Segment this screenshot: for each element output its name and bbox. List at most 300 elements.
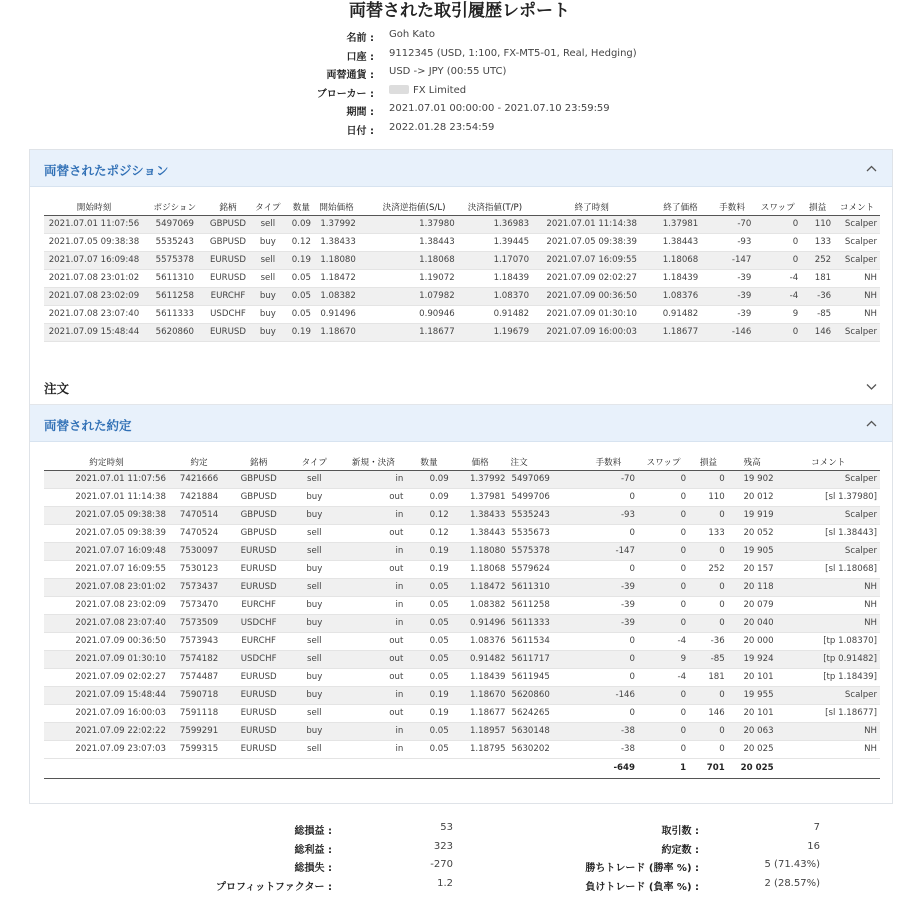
table-cell: 0 xyxy=(638,704,689,722)
table-row xyxy=(44,506,880,524)
table-cell: 2021.07.01 11:07:56 xyxy=(44,215,144,233)
table-cell: buy xyxy=(288,722,340,740)
table-cell: 1.37992 xyxy=(317,215,370,233)
info-row xyxy=(0,64,919,83)
table-cell: 2021.07.09 02:02:27 xyxy=(44,668,169,686)
table-row xyxy=(44,740,880,758)
table-cell: 0.09 xyxy=(406,470,451,488)
summary-label: 総利益 : xyxy=(294,844,332,856)
table-cell: sell xyxy=(288,542,340,560)
info-row xyxy=(0,101,919,120)
info-value: 2022.01.28 23:54:59 xyxy=(389,121,495,133)
table-row xyxy=(44,542,880,560)
table-cell: out xyxy=(340,488,406,506)
table-cell: 7591118 xyxy=(169,704,229,722)
table-cell: 110 xyxy=(801,215,834,233)
table-cell: 5611717 xyxy=(509,650,579,668)
summary-label: プロフィットファクター : xyxy=(216,881,332,893)
chevron-up-icon[interactable] xyxy=(865,162,878,175)
column-header: 銘柄 xyxy=(229,454,288,470)
table-cell: NH xyxy=(834,269,880,287)
table-cell: GBPUSD xyxy=(229,506,288,524)
deals-table xyxy=(44,454,880,779)
summary-label: 負けトレード (負率 %) : xyxy=(585,881,699,893)
positions-section-header[interactable] xyxy=(30,150,892,187)
table-cell: 20 157 xyxy=(728,560,777,578)
table-row xyxy=(44,632,880,650)
table-cell: 7470524 xyxy=(169,524,229,542)
table-cell: 0.05 xyxy=(285,287,317,305)
table-cell: buy xyxy=(288,614,340,632)
table-row xyxy=(44,614,880,632)
table-cell: 1.39445 xyxy=(458,233,532,251)
table-cell: -38 xyxy=(579,740,638,758)
table-cell: Scalper xyxy=(777,506,880,524)
table-cell: 0 xyxy=(638,722,689,740)
table-cell: 19 955 xyxy=(728,686,777,704)
table-cell: 5575378 xyxy=(509,542,579,560)
table-cell: 0.05 xyxy=(406,740,451,758)
table-row xyxy=(44,560,880,578)
table-cell: buy xyxy=(288,668,340,686)
table-cell: 133 xyxy=(801,233,834,251)
table-cell: 20 012 xyxy=(728,488,777,506)
info-label: 日付 : xyxy=(346,125,374,137)
table-cell: in xyxy=(340,542,406,560)
table-cell: NH xyxy=(834,305,880,323)
account-info xyxy=(0,27,919,139)
info-row xyxy=(0,83,919,102)
table-cell: 0.19 xyxy=(406,704,451,722)
summary-label: 総損益 : xyxy=(294,826,332,837)
table-cell: 2021.07.07 16:09:48 xyxy=(44,542,169,560)
table-cell: in xyxy=(340,578,406,596)
deals-section-header[interactable] xyxy=(30,405,892,442)
table-cell: 2021.07.09 15:48:44 xyxy=(44,323,144,341)
table-cell: in xyxy=(340,686,406,704)
positions-table xyxy=(44,199,880,342)
table-cell: 1.18068 xyxy=(452,560,509,578)
table-cell: 1.18439 xyxy=(452,668,509,686)
table-cell: 1.38443 xyxy=(452,524,509,542)
column-header: コメント xyxy=(834,199,880,215)
table-cell: out xyxy=(340,704,406,722)
table-cell: 5620860 xyxy=(144,323,206,341)
table-cell: 5611534 xyxy=(509,632,579,650)
info-label: 両替通貨 : xyxy=(326,70,374,82)
table-cell: sell xyxy=(288,578,340,596)
table-cell: EURUSD xyxy=(229,740,288,758)
column-header: 手数料 xyxy=(710,199,755,215)
table-cell: -147 xyxy=(579,542,638,560)
table-cell: sell xyxy=(288,704,340,722)
summary-label: 約定数 : xyxy=(661,844,699,856)
table-cell: EURUSD xyxy=(229,668,288,686)
table-cell: 7573470 xyxy=(169,596,229,614)
column-header: ポジション xyxy=(144,199,206,215)
table-cell: -146 xyxy=(710,323,755,341)
table-cell: -4 xyxy=(754,269,801,287)
table-cell: 0.05 xyxy=(285,269,317,287)
table-cell: 252 xyxy=(801,251,834,269)
table-cell: -85 xyxy=(801,305,834,323)
table-cell: out xyxy=(340,650,406,668)
table-cell: 7573943 xyxy=(169,632,229,650)
table-cell: 5535243 xyxy=(509,506,579,524)
table-cell: 7470514 xyxy=(169,506,229,524)
info-label: 名前 : xyxy=(346,33,374,44)
column-header: タイプ xyxy=(250,199,285,215)
table-cell: -38 xyxy=(579,722,638,740)
table-cell: buy xyxy=(288,560,340,578)
table-cell: 1.38443 xyxy=(651,233,709,251)
table-cell: 0.19 xyxy=(406,542,451,560)
table-cell: [sl 1.18677] xyxy=(777,704,880,722)
table-cell: 7599291 xyxy=(169,722,229,740)
table-cell: buy xyxy=(250,233,285,251)
table-cell: 1.18080 xyxy=(452,542,509,560)
table-cell: 0.05 xyxy=(406,596,451,614)
total-commission: -649 xyxy=(579,758,638,778)
table-cell: 2021.07.01 11:14:38 xyxy=(532,215,651,233)
column-header: タイプ xyxy=(288,454,340,470)
table-row xyxy=(44,470,880,488)
table-cell: NH xyxy=(777,614,880,632)
table-cell: 1.18068 xyxy=(370,251,457,269)
summary-label: 総損失 : xyxy=(294,863,332,875)
column-header: 価格 xyxy=(452,454,509,470)
table-cell: 146 xyxy=(801,323,834,341)
table-cell: 5611258 xyxy=(144,287,206,305)
table-cell: 7599315 xyxy=(169,740,229,758)
table-cell: -147 xyxy=(710,251,755,269)
summary-value: 7 xyxy=(813,822,820,833)
table-cell: Scalper xyxy=(834,323,880,341)
table-cell: 2021.07.08 23:01:02 xyxy=(44,269,144,287)
column-header: 約定時刻 xyxy=(44,454,169,470)
table-cell: out xyxy=(340,668,406,686)
table-row xyxy=(44,668,880,686)
table-cell: in xyxy=(340,470,406,488)
table-cell: -39 xyxy=(579,596,638,614)
orders-section-header[interactable] xyxy=(30,368,892,405)
table-cell: [sl 1.38443] xyxy=(777,524,880,542)
info-value xyxy=(389,85,466,96)
table-cell: 0.09 xyxy=(406,488,451,506)
table-cell: 5611333 xyxy=(509,614,579,632)
total-profit: 701 xyxy=(689,758,728,778)
column-header: 開始価格 xyxy=(317,199,370,215)
table-cell: EURUSD xyxy=(229,542,288,560)
column-header: 注文 xyxy=(509,454,579,470)
info-value: Goh Kato xyxy=(389,29,435,40)
column-header: 残高 xyxy=(728,454,777,470)
table-cell: 0.12 xyxy=(285,233,317,251)
table-cell: 0.05 xyxy=(406,650,451,668)
table-cell: 0 xyxy=(579,632,638,650)
positions-header-row xyxy=(44,199,880,215)
table-cell: 1.17070 xyxy=(458,251,532,269)
table-cell: 0 xyxy=(579,560,638,578)
table-cell: -36 xyxy=(801,287,834,305)
table-cell: in xyxy=(340,722,406,740)
table-cell: 0.91496 xyxy=(317,305,370,323)
table-cell: 0.19 xyxy=(285,323,317,341)
table-cell: 0 xyxy=(754,251,801,269)
table-cell: USDCHF xyxy=(206,305,251,323)
summary-value: 5 (71.43%) xyxy=(764,859,820,871)
table-cell: 252 xyxy=(689,560,728,578)
table-cell: 146 xyxy=(689,704,728,722)
table-row xyxy=(44,215,880,233)
table-cell: 0 xyxy=(689,542,728,560)
table-cell: 0 xyxy=(638,524,689,542)
table-cell: 5611310 xyxy=(509,578,579,596)
table-cell: 0 xyxy=(689,470,728,488)
info-row xyxy=(0,27,919,46)
table-row xyxy=(44,650,880,668)
table-cell: Scalper xyxy=(834,215,880,233)
table-cell: EURUSD xyxy=(206,323,251,341)
table-cell: 7421884 xyxy=(169,488,229,506)
deals-section-title: 両替された約定 xyxy=(44,418,132,433)
table-cell: 0 xyxy=(689,686,728,704)
positions-section-title: 両替されたポジション xyxy=(44,163,169,178)
table-row xyxy=(44,524,880,542)
table-cell: 0 xyxy=(638,614,689,632)
table-cell: sell xyxy=(288,650,340,668)
table-cell: EURCHF xyxy=(206,287,251,305)
table-cell: out xyxy=(340,560,406,578)
table-cell: in xyxy=(340,596,406,614)
table-cell: 1.18472 xyxy=(452,578,509,596)
table-cell: Scalper xyxy=(834,251,880,269)
table-row xyxy=(44,686,880,704)
table-cell: 20 101 xyxy=(728,668,777,686)
table-cell: 0 xyxy=(638,686,689,704)
table-cell: buy xyxy=(288,686,340,704)
table-cell: 0 xyxy=(579,488,638,506)
table-cell: 0 xyxy=(689,740,728,758)
info-label: 期間 : xyxy=(346,107,374,119)
table-cell: 20 079 xyxy=(728,596,777,614)
table-cell: -70 xyxy=(710,215,755,233)
table-cell: 5611258 xyxy=(509,596,579,614)
table-cell: 1.18677 xyxy=(370,323,457,341)
table-cell: 20 040 xyxy=(728,614,777,632)
table-cell: EURUSD xyxy=(206,269,251,287)
table-cell: 2021.07.07 16:09:55 xyxy=(532,251,651,269)
table-cell: 110 xyxy=(689,488,728,506)
table-cell: sell xyxy=(288,740,340,758)
table-cell: in xyxy=(340,614,406,632)
table-cell: 0.91482 xyxy=(452,650,509,668)
summary-value: -270 xyxy=(430,859,453,871)
table-cell: 5497069 xyxy=(509,470,579,488)
table-cell: -39 xyxy=(710,269,755,287)
table-cell: 2021.07.01 11:07:56 xyxy=(44,470,169,488)
table-cell: 1.18795 xyxy=(452,740,509,758)
table-cell: GBPUSD xyxy=(229,470,288,488)
table-cell: GBPUSD xyxy=(229,488,288,506)
table-cell: 5630202 xyxy=(509,740,579,758)
table-cell: 2021.07.08 23:01:02 xyxy=(44,578,169,596)
table-cell: 0.19 xyxy=(406,560,451,578)
table-cell: 0.19 xyxy=(285,251,317,269)
table-cell: NH xyxy=(777,596,880,614)
table-cell: [tp 1.18439] xyxy=(777,668,880,686)
table-cell: -39 xyxy=(710,287,755,305)
table-cell: 5535243 xyxy=(144,233,206,251)
table-cell: 133 xyxy=(689,524,728,542)
table-cell: -85 xyxy=(689,650,728,668)
table-cell: 20 052 xyxy=(728,524,777,542)
table-cell: 7530123 xyxy=(169,560,229,578)
table-row xyxy=(44,722,880,740)
column-header: 銘柄 xyxy=(206,199,251,215)
table-cell: 2021.07.07 16:09:48 xyxy=(44,251,144,269)
table-cell: -93 xyxy=(710,233,755,251)
table-cell: 1.08376 xyxy=(651,287,709,305)
table-cell: 181 xyxy=(689,668,728,686)
table-cell: 1.19072 xyxy=(370,269,457,287)
info-value: 2021.07.01 00:00:00 - 2021.07.10 23:59:59 xyxy=(389,103,610,115)
table-cell: EURUSD xyxy=(229,704,288,722)
table-cell: 0.12 xyxy=(406,506,451,524)
table-cell: 5611333 xyxy=(144,305,206,323)
table-cell: Scalper xyxy=(834,233,880,251)
table-cell: buy xyxy=(288,506,340,524)
table-cell: 0.05 xyxy=(406,578,451,596)
table-cell: out xyxy=(340,632,406,650)
report-panel xyxy=(29,149,893,804)
table-cell: 0 xyxy=(689,722,728,740)
table-cell: 0.91482 xyxy=(651,305,709,323)
column-header: スワップ xyxy=(638,454,689,470)
chevron-up-icon[interactable] xyxy=(865,417,878,430)
chevron-down-icon[interactable] xyxy=(865,380,878,393)
table-cell: 0 xyxy=(638,578,689,596)
table-cell: -39 xyxy=(710,305,755,323)
table-cell: USDCHF xyxy=(229,650,288,668)
table-cell: 1.18068 xyxy=(651,251,709,269)
table-cell: Scalper xyxy=(777,542,880,560)
table-cell: NH xyxy=(834,287,880,305)
table-cell: -39 xyxy=(579,614,638,632)
column-header: コメント xyxy=(777,454,880,470)
info-value: USD -> JPY (00:55 UTC) xyxy=(389,66,507,78)
table-cell: buy xyxy=(250,287,285,305)
table-cell: 0.12 xyxy=(406,524,451,542)
table-cell: GBPUSD xyxy=(206,233,251,251)
column-header: 新規・決済 xyxy=(340,454,406,470)
table-cell: sell xyxy=(250,269,285,287)
table-cell: GBPUSD xyxy=(206,215,251,233)
table-cell: -93 xyxy=(579,506,638,524)
table-cell: 1.08370 xyxy=(458,287,532,305)
table-cell: 2021.07.09 00:36:50 xyxy=(532,287,651,305)
column-header: 決済指値(T/P) xyxy=(458,199,532,215)
table-row xyxy=(44,596,880,614)
info-value-text: FX Limited xyxy=(413,84,467,96)
summary-label: 取引数 : xyxy=(661,826,699,837)
table-cell: 19 902 xyxy=(728,470,777,488)
table-cell: buy xyxy=(250,305,285,323)
table-cell: 2021.07.09 16:00:03 xyxy=(532,323,651,341)
table-cell: sell xyxy=(288,524,340,542)
table-cell: 2021.07.09 01:30:10 xyxy=(532,305,651,323)
table-cell: 5611310 xyxy=(144,269,206,287)
table-cell: 0.91482 xyxy=(458,305,532,323)
info-value: 9112345 (USD, 1:100, FX-MT5-01, Real, Hedging) xyxy=(389,47,637,59)
table-cell: Scalper xyxy=(777,686,880,704)
summary-value: 53 xyxy=(440,822,453,833)
table-cell: 2021.07.08 23:02:09 xyxy=(44,596,169,614)
table-cell: 5499706 xyxy=(509,488,579,506)
table-cell: 1.18439 xyxy=(458,269,532,287)
column-header: 損益 xyxy=(689,454,728,470)
table-cell: 0 xyxy=(579,650,638,668)
table-cell: 0 xyxy=(638,596,689,614)
table-cell: Scalper xyxy=(777,470,880,488)
table-cell: 1.18670 xyxy=(317,323,370,341)
table-cell: 5575378 xyxy=(144,251,206,269)
table-cell: 1.08376 xyxy=(452,632,509,650)
table-cell: 2021.07.08 23:07:40 xyxy=(44,305,144,323)
table-cell: sell xyxy=(250,251,285,269)
table-cell: 0 xyxy=(754,215,801,233)
table-cell: 1.18080 xyxy=(317,251,370,269)
table-cell: 0 xyxy=(689,596,728,614)
table-row xyxy=(44,287,880,305)
table-cell: 0 xyxy=(689,578,728,596)
table-cell: sell xyxy=(288,470,340,488)
table-cell: 1.18957 xyxy=(452,722,509,740)
column-header: 損益 xyxy=(801,199,834,215)
table-cell: NH xyxy=(777,722,880,740)
summary-value: 16 xyxy=(807,840,820,852)
table-cell: buy xyxy=(288,488,340,506)
table-cell: 2021.07.05 09:38:39 xyxy=(532,233,651,251)
table-row xyxy=(44,323,880,341)
table-cell: 2021.07.09 01:30:10 xyxy=(44,650,169,668)
table-cell: 1.38433 xyxy=(317,233,370,251)
table-cell: 5579624 xyxy=(509,560,579,578)
table-cell: NH xyxy=(777,578,880,596)
table-row xyxy=(44,488,880,506)
table-cell: 7573437 xyxy=(169,578,229,596)
table-row xyxy=(44,704,880,722)
summary-value: 323 xyxy=(433,840,453,852)
table-cell: 2021.07.08 23:07:40 xyxy=(44,614,169,632)
table-cell: -70 xyxy=(579,470,638,488)
table-cell: 0.05 xyxy=(285,305,317,323)
table-cell: 2021.07.08 23:02:09 xyxy=(44,287,144,305)
table-cell: 20 118 xyxy=(728,578,777,596)
table-cell: 0 xyxy=(579,524,638,542)
table-cell: GBPUSD xyxy=(229,524,288,542)
table-cell: 1.18670 xyxy=(452,686,509,704)
table-cell: [tp 1.08370] xyxy=(777,632,880,650)
table-row xyxy=(44,251,880,269)
table-cell: 1.19679 xyxy=(458,323,532,341)
table-cell: 1.38433 xyxy=(452,506,509,524)
table-cell: 7573509 xyxy=(169,614,229,632)
table-cell: -39 xyxy=(579,578,638,596)
redacted-block xyxy=(389,85,409,94)
table-cell: 5630148 xyxy=(509,722,579,740)
table-cell: 0 xyxy=(638,542,689,560)
